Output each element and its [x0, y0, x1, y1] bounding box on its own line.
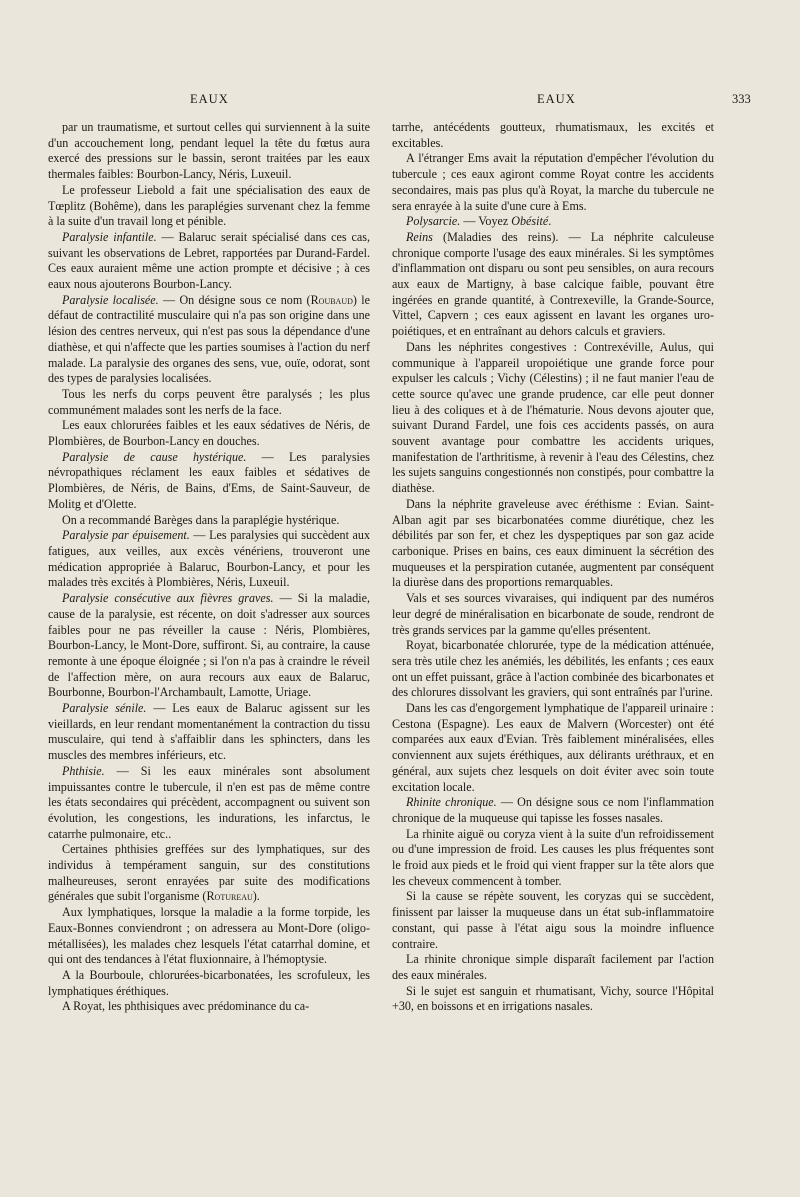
paragraph: [48, 450, 370, 513]
paragraph-text: — Les eaux de Balaruc agissent sur les vieillards, en leur rendant momentanément la contraction du tissu musculaire, qui tend à s'affaiblir dans les sphincters, dans les muscles des membres inférieurs, etc.: [48, 701, 370, 763]
paragraph: [392, 889, 714, 952]
paragraph-text: — Les paralysies névropathiques réclament les eaux faibles et sédatives de Plombières, de Néris, de Bains, d'Ems, de Saint-Sauveur, de Molitg et d'Olette.: [48, 449, 370, 511]
paragraph: [392, 984, 714, 1015]
paragraph: [392, 497, 714, 591]
paragraph-text: On a recommandé Barèges dans la paraplégie hystérique.: [62, 512, 340, 527]
paragraph: [48, 293, 370, 387]
paragraph: [48, 230, 370, 293]
section-heading: Paralysie sénile.: [62, 701, 147, 716]
section-heading: Paralysie localisée.: [62, 292, 159, 307]
section-heading: Paralysie consécutive aux fièvres graves.: [62, 591, 274, 606]
paragraph: [392, 952, 714, 983]
paragraph: [48, 591, 370, 701]
section-heading: Phthisie.: [62, 763, 105, 778]
paragraph-text: A l'étranger Ems avait la réputation d'empêcher l'évolution du tubercule ; ces eaux agiront comme Royat contre les accidents secondaires, mais pas plus qu'à Royat, la marche du tubercule ne sera enrayée à la suite d'une cure à Ems.: [392, 151, 714, 213]
section-heading: Paralysie infantile.: [62, 229, 157, 244]
left-text-column: [48, 120, 370, 1015]
paragraph-text: Si le sujet est sanguin et rhumatisant, Vichy, source l'Hôpital +30, en boissons et en irrigations nasales.: [392, 983, 714, 1014]
page-number: 333: [732, 92, 751, 106]
paragraph: [48, 968, 370, 999]
paragraph: [48, 183, 370, 230]
section-heading: Paralysie par épuisement.: [62, 528, 190, 543]
paragraph: [48, 387, 370, 418]
paragraph: [48, 120, 370, 183]
paragraph-text: Royat, bicarbonatée chlorurée, type de la médication atténuée, sera très utile chez les anémiés, les débilités, les enfants ; ces eaux ont un effet puissant, grâce à l'action combinée des bicarbonates et des chlorures dissolvant les graviers, qui sont entraînés par l'urine.: [392, 638, 714, 700]
paragraph-text: Les eaux chlorurées faibles et les eaux sédatives de Néris, de Plombières, de Bourbon-Lancy en douches.: [48, 418, 370, 449]
paragraph: [48, 999, 370, 1015]
paragraph-text: ) le défaut de contractilité musculaire qui n'a pas son origine dans une lésion des centres nerveux, qui n'est pas sous la dépendance d'une diathèse, et qui n'affecte que les parties soumises à l'action du nerf malade. La paralysie des organes des sens, vue, ouïe, odorat, sont des types de paralysies localisées.: [48, 292, 370, 386]
paragraph-text: .: [548, 214, 552, 229]
paragraph: [392, 120, 714, 151]
author-name: Roubaud: [310, 292, 353, 307]
paragraph-text: — On désigne sous ce nom (: [158, 292, 311, 307]
section-heading: Rhinite chronique.: [406, 795, 497, 810]
paragraph-text: tarrhe, antécédents goutteux, rhumatismaux, les excités et excitables.: [392, 120, 714, 150]
paragraph-text: ).: [252, 889, 260, 904]
paragraph-text: Dans les cas d'engorgement lymphatique de l'appareil urinaire : Cestona (Espagne). Les eaux de Malvern (Worcester) ont été comparées aux eaux d'Evian. Très faiblement minéralisées, elles conviennent aux sujets éréthiques, aux délirants uréthraux, et en général, aux sujets chez lesquels on doit éviter avec soin toute excitation locale.: [392, 701, 714, 794]
paragraph: [48, 764, 370, 843]
right-text-column: [392, 120, 714, 1015]
paragraph: [48, 418, 370, 449]
paragraph-text: A la Bourboule, chlorurées-bicarbonatées, les scrofuleux, les lymphatiques éréthiques.: [48, 967, 370, 998]
paragraph: [392, 795, 714, 826]
paragraph: [392, 214, 714, 230]
paragraph-text: Dans les néphrites congestives : Contrexéville, Aulus, qui communique à l'appareil uropoiétique une grande force pour expulser les calculs ; Vichy (Célestins) ; il ne faut manier l'eau de cette source qu'avec une grande prudence, car elle peut donner lieu à des coliques et à de l'hématurie. Nous devons ajouter que, suivant Durand Fardel, une fois ces accidents passés, on aura souvent avantage pour combattre les accidents uriques, manifestation de l'arthritisme, à revenir à l'eau des Célestins, chez les sujets sanguins congestionnés non constipés, pour combattre la diathèse.: [392, 339, 714, 496]
paragraph: [392, 827, 714, 890]
paragraph-text: La rhinite chronique simple disparaît facilement par l'action des eaux minérales.: [392, 952, 714, 982]
paragraph: [48, 513, 370, 529]
cross-reference: Obésité: [511, 214, 549, 229]
section-heading: Reins: [406, 229, 433, 244]
paragraph-text: Vals et ses sources vivaraises, qui indiquent par des numéros leur degré de minéralisation en bicarbonate de soude, rendront de très grands services par la gamme qu'elles présentent.: [392, 591, 714, 637]
paragraph: [392, 230, 714, 340]
section-heading: Polysarcie.: [406, 214, 461, 229]
paragraph-text: Le professeur Liebold a fait une spécialisation des eaux de Tœplitz (Bohême), dans les paraplégies survenant chez la femme à la suite d'un travail long et pénible.: [48, 182, 370, 229]
paragraph: [48, 842, 370, 905]
section-heading: Paralysie de cause hystérique.: [62, 449, 247, 464]
paragraph-text: (Maladies des reins). — La néphrite calculeuse chronique comporte l'usage des eaux minérales. Si les symptômes d'inflammation ont disparu ou sont peu sensibles, on aura recours aux eaux de Martigny, à base calcique faible, pouvant être ingérées en grande quantité, à Contrexeville, la Grande-Source, Vittel, Capvern ; ces eaux agissent en lavant les organes uro-poiétiques, et en entraînant au dehors calculs et graviers.: [392, 229, 714, 339]
paragraph: [392, 151, 714, 214]
paragraph-text: — On désigne sous ce nom l'inflammation chronique de la muqueuse qui tapisse les fosses nasales.: [392, 795, 714, 825]
paragraph: [48, 528, 370, 591]
paragraph: [392, 638, 714, 701]
paragraph: [48, 905, 370, 968]
paragraph-text: La rhinite aiguë ou coryza vient à la suite d'un refroidissement ou d'une impression de froid. Les causes les plus fréquentes sont le froid aux pieds et le froid qui vient frapper sur la tête alors que les cheveux commencent à tomber.: [392, 826, 714, 888]
paragraph-text: — Si la maladie, cause de la paralysie, est récente, on doit s'adresser aux sources faibles pour ne pas réveiller la cause : Néris, Plombières, Bourbon-Lancy, le Mont-Dore, suffiront. Si, au contraire, la cause remonte à une époque éloignée ; si l'on n'a pas à craindre le réveil de l'affection mère, on aura recours aux eaux de Balaruc, Bourbonne, Bourbon-l'Archambault, Lamotte, Uriage.: [48, 591, 370, 700]
paragraph-text: — Les paralysies qui succèdent aux fatigues, aux veilles, aux excès vénériens, trouveront une médication appropriée à Balaruc, Bourbon-Lancy, et pour les malades très excités à Plombières, Néris, Luxeuil.: [48, 528, 370, 590]
paragraph-text: Tous les nerfs du corps peuvent être paralysés ; les plus communément malades sont les nerfs de la face.: [48, 386, 370, 417]
paragraph: [392, 340, 714, 497]
running-header-right: EAUX: [537, 92, 576, 106]
running-header-left: EAUX: [190, 92, 229, 106]
paragraph-text: — Balaruc serait spécialisé dans ces cas, suivant les observations de Lebret, rapportées par Durand-Fardel. Ces eaux auraient même une action prompte et décisive ; à ces eaux nous ajouterons Bourbon-Lancy.: [48, 229, 370, 292]
paragraph-text: Aux lymphatiques, lorsque la maladie a la forme torpide, les Eaux-Bonnes conviendront ; on adressera au Mont-Dore (oligo-métallisées), les malades chez lesquels l'état catarrhal domine, et qui ont des tendances à l'état fluxionnaire, à l'hémoptysie.: [48, 905, 370, 967]
paragraph: [48, 701, 370, 764]
paragraph: [392, 591, 714, 638]
paragraph-text: — Si les eaux minérales sont absolument impuissantes contre le tubercule, il n'en est pas de même contre les états secondaires qui précèdent, accompagnent ou suivent son évolution, les congestions, les indurations, les infarctus, le catarrhe pulmonaire, etc..: [48, 763, 370, 841]
paragraph-text: A Royat, les phthisiques avec prédominance du ca-: [62, 999, 310, 1014]
paragraph-text: — Voyez: [460, 214, 512, 229]
paragraph: [392, 701, 714, 795]
paragraph-text: Dans la néphrite graveleuse avec éréthisme : Evian. Saint-Alban agit par ses bicarbonatées comme diurétique, chez les débilités par son fer, et chez les dyspeptiques par son gaz acide carbonique. Prises en bains, ces eaux diminuent la sécrétion des muqueuses et la perspiration cutanée, augmentent par conséquent la diurèse dans des proportions remarquables.: [392, 496, 714, 590]
paragraph-text: par un traumatisme, et surtout celles qui surviennent à la suite d'un accouchement long, pendant lequel la tête du fœtus aura exercé des pressions sur le bassin, seront traitées par les eaux thermales faibles: Bourbon-Lancy, Néris, Luxeuil.: [48, 120, 370, 182]
paragraph-text: Certaines phthisies greffées sur des lymphatiques, sur des individus à tempérament sanguin, sur des constitutions malheureuses, seront enrayées par suite des modifications générales que subit l'organisme (: [48, 842, 370, 904]
paragraph-text: Si la cause se répète souvent, les coryzas qui se succèdent, finissent par laisser la muqueuse dans un état sub-inflammatoire constant, qui passe à l'état aigu sous la moindre influence contraire.: [392, 889, 714, 951]
author-name: Rotureau: [206, 889, 253, 904]
